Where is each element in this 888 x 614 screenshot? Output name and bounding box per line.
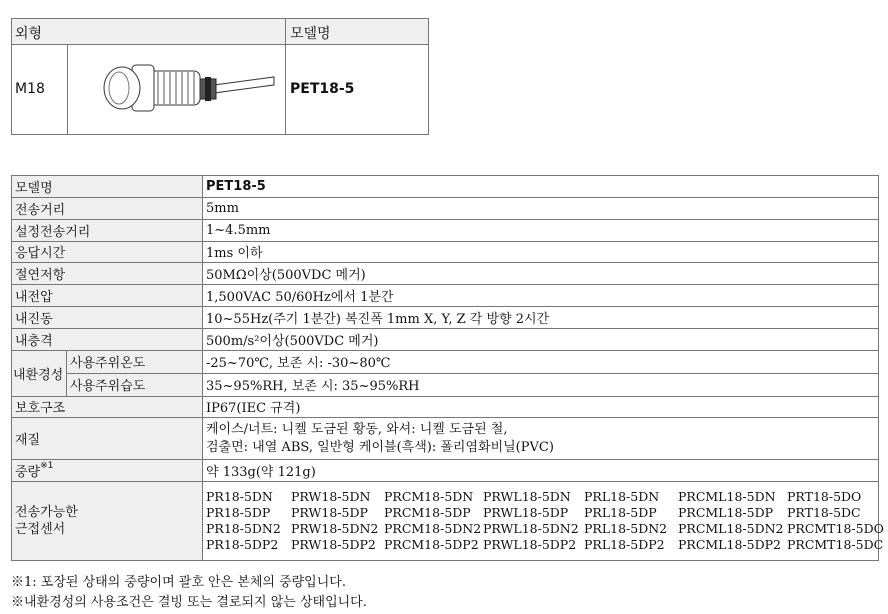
sensor-model: PRWL18-5DP2: [483, 537, 577, 553]
material-line: 검출면: 내열 ABS, 일반형 케이블(흑색): 폴리염화비닐(PVC): [206, 439, 554, 455]
weight-label-cell: [12, 459, 203, 481]
row-label: 내전압: [12, 285, 203, 307]
row-value: -25~70℃, 보존 시: -30~80℃: [203, 350, 879, 373]
sensor-model: PR18-5DN2: [206, 521, 281, 537]
row-label: 중량: [15, 464, 41, 480]
model-value: PET18-5: [290, 81, 355, 97]
table-row: [12, 263, 879, 285]
sensor-model: PRCMT18-5DO: [787, 521, 884, 537]
row-label: 사용주위습도: [67, 373, 203, 396]
table-row: [12, 176, 879, 198]
row-value: IP67(IEC 규격): [203, 396, 879, 418]
divider: [67, 44, 68, 134]
sensor-model: PRCM18-5DP: [384, 505, 471, 521]
table-row: [12, 373, 879, 396]
material-value: [203, 418, 879, 460]
row-label: 근접센서: [15, 521, 66, 537]
sensor-model: PRL18-5DN: [584, 489, 660, 505]
sensor-list-cell: [203, 481, 884, 560]
sensor-model: PRWL18-5DP: [483, 505, 569, 521]
env-label: 내환경성: [12, 350, 67, 396]
row-label: 설정전송거리: [12, 219, 203, 241]
row-label: 응답시간: [12, 241, 203, 263]
sensor-model: PRCML18-5DP: [678, 505, 774, 521]
proximity-sensor-image: [96, 55, 276, 125]
table-row: [12, 197, 879, 219]
size-label: M18: [15, 81, 45, 97]
table-row: [12, 219, 879, 241]
row-label: 내진동: [12, 307, 203, 329]
sensor-model: PRCM18-5DN2: [384, 521, 482, 537]
sensor-model: PRCML18-5DN: [678, 489, 776, 505]
sensor-model: PRCMT18-5DC: [787, 537, 884, 553]
table-row: [12, 241, 879, 263]
table-row: [12, 418, 879, 460]
sensor-model: PRL18-5DN2: [584, 521, 668, 537]
header-appearance: 외형: [15, 26, 43, 42]
table-row: [12, 328, 879, 350]
table-row: [12, 481, 879, 560]
sensor-model: PRCM18-5DN: [384, 489, 474, 505]
row-value: 1ms 이하: [203, 241, 879, 263]
sensor-model: PRW18-5DP: [291, 505, 368, 521]
divider: [285, 19, 286, 134]
sensor-model: PRW18-5DP2: [291, 537, 376, 553]
row-value: 50MΩ이상(500VDC 메거): [203, 263, 879, 285]
row-value: 5mm: [203, 197, 879, 219]
sensor-model: PRWL18-5DN: [483, 489, 571, 505]
table-row: [12, 307, 879, 329]
sensor-label-cell: [12, 481, 203, 560]
table-row: [12, 396, 879, 418]
sensor-model: PRW18-5DN: [291, 489, 371, 505]
row-label: 내충격: [12, 328, 203, 350]
row-value: 500m/s²이상(500VDC 메거): [203, 328, 879, 350]
sensor-model: PRCML18-5DN2: [678, 521, 784, 537]
row-value: 10~55Hz(주기 1분간) 복진폭 1mm X, Y, Z 각 방향 2시간: [203, 307, 879, 329]
row-value: 35~95%RH, 보존 시: 35~95%RH: [203, 373, 879, 396]
row-value: 약 133g(약 121g): [203, 459, 879, 481]
sensor-model: PRL18-5DP2: [584, 537, 665, 553]
sensor-model: PRW18-5DN2: [291, 521, 379, 537]
material-line: 케이스/너트: 니켈 도금된 황동, 와셔: 니켈 도금된 철,: [206, 421, 508, 437]
row-label: 전송가능한: [15, 504, 78, 520]
sensor-model: PRL18-5DP: [584, 505, 657, 521]
row-value: 1~4.5mm: [203, 219, 879, 241]
sensor-grid: [206, 489, 884, 553]
row-label: 보호구조: [12, 396, 203, 418]
sensor-model: PRT18-5DC: [787, 505, 861, 521]
sensor-model: PRWL18-5DN2: [483, 521, 579, 537]
footnote-mark: ※1: [40, 460, 54, 471]
row-label: 절연저항: [12, 263, 203, 285]
appearance-table-header: [12, 19, 428, 45]
table-row: [12, 459, 879, 481]
row-value: 1,500VAC 50/60Hz에서 1분간: [203, 285, 879, 307]
footnote-1: ※1: 포장된 상태의 중량이며 괄호 안은 본체의 중량입니다.: [11, 575, 346, 590]
table-row: [12, 350, 879, 373]
sensor-model: PR18-5DP2: [206, 537, 279, 553]
sensor-model: PRCML18-5DP2: [678, 537, 781, 553]
row-label: 전송거리: [12, 197, 203, 219]
sensor-model: PR18-5DP: [206, 505, 271, 521]
sensor-model: PR18-5DN: [206, 489, 273, 505]
row-label: 재질: [12, 418, 203, 460]
sensor-model: PRT18-5DO: [787, 489, 862, 505]
row-label: 사용주위온도: [67, 350, 203, 373]
model-value: PET18-5: [203, 176, 879, 198]
footnote-2: ※내환경성의 사용조건은 결빙 또는 결로되지 않는 상태입니다.: [11, 595, 367, 610]
header-model-name: 모델명: [290, 26, 331, 42]
sensor-model: PRCM18-5DP2: [384, 537, 479, 553]
row-label: 모델명: [12, 176, 203, 198]
table-row: [12, 285, 879, 307]
spec-table: [11, 175, 884, 561]
appearance-table: [11, 18, 429, 135]
